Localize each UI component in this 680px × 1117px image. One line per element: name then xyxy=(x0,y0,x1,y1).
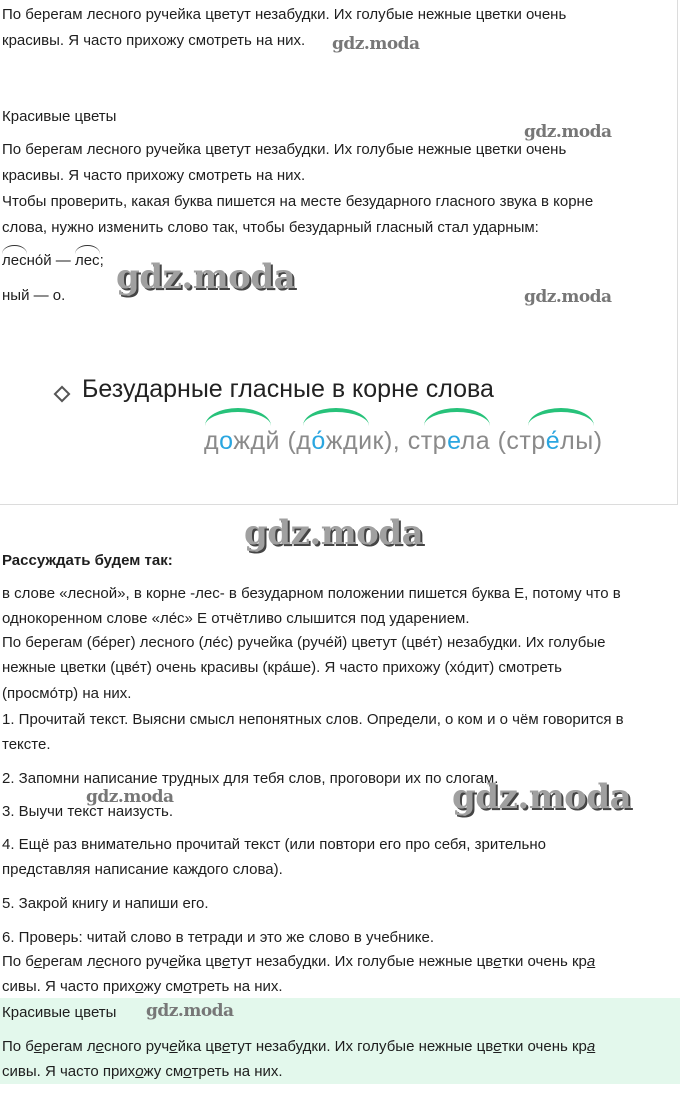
reasoning-line-3: По берегам (бе́рег) лесного (ле́с) ручейка (руче́й) цветут (цве́т) незабудки. Их голубые xyxy=(2,634,606,651)
reasoning-line-5: (просмо́тр) на них. xyxy=(2,685,132,702)
root-mark: лес xyxy=(75,248,100,274)
watermark: gdz.moda xyxy=(524,287,612,307)
step-3: 3. Выучи текст наизусть. xyxy=(2,803,174,820)
reasoning-label: Рассуждать будем так: xyxy=(2,552,173,569)
rule-example: лесно́й — лес; xyxy=(2,248,678,274)
watermark: gdz.moda xyxy=(332,34,420,54)
rule-line-1: Чтобы проверить, какая буква пишется на месте безударного гласного звука в корне xyxy=(2,193,594,210)
final-title: Красивые цветы xyxy=(2,1004,117,1021)
section-text-1: По берегам лесного ручейка цветут незабудки. Их голубые нежные цветки очень xyxy=(2,141,567,158)
watermark: gdz.moda xyxy=(244,513,424,553)
root-mark: лес xyxy=(2,248,27,274)
step-1b: тексте. xyxy=(2,736,51,753)
card-examples: дождй (до́ждик), стрела (стре́лы) xyxy=(204,427,603,455)
stress-arc xyxy=(424,408,490,426)
final-line-1: По берегам лесного ручейка цветут незабудки. Их голубые нежные цветки очень кра xyxy=(2,953,596,970)
reasoning-line-4: нежные цветки (цве́т) очень красивы (кра́ше). Я часто прихожу (хо́дит) смотреть xyxy=(2,659,562,676)
rule-card xyxy=(0,330,680,505)
stress-arc xyxy=(528,408,594,426)
watermark: gdz.moda xyxy=(86,787,174,807)
card-title: Безударные гласные в корне слова xyxy=(82,375,494,403)
rule-line-2: слова, нужно изменить слово так, чтобы безударный гласный стал ударным: xyxy=(2,219,539,236)
step-4b: представляя написание каждого слова). xyxy=(2,861,283,878)
section-text-2: красивы. Я часто прихожу смотреть на них. xyxy=(2,167,306,184)
step-6: 6. Проверь: читай слово в тетради и это же слово в учебнике. xyxy=(2,929,434,946)
final-line-2: сивы. Я часто прихожу смотреть на них. xyxy=(2,978,283,995)
watermark: gdz.moda xyxy=(524,122,612,142)
stress-arc xyxy=(205,408,271,426)
rule-partial: ный — о. xyxy=(2,287,66,304)
step-4a: 4. Ещё раз внимательно прочитай текст (или повтори его про себя, зрительно xyxy=(2,836,546,853)
reasoning-line-2: однокоренном слове «ле́с» Е отчётливо слышится под ударением. xyxy=(2,610,470,627)
step-2: 2. Запомни написание трудных для тебя слов, проговори их по слогам. xyxy=(2,770,499,787)
watermark: gdz.moda xyxy=(452,777,632,817)
answer-line-1: По берегам лесного ручейка цветут незабудки. Их голубые нежные цветки очень кра xyxy=(2,1038,596,1055)
step-1a: 1. Прочитай текст. Выясни смысл непонятных слов. Определи, о ком и о чём говорится в xyxy=(2,711,624,728)
watermark: gdz.moda xyxy=(116,257,296,297)
stress-arc xyxy=(303,408,369,426)
diamond-icon xyxy=(54,386,71,403)
intro-line-2: красивы. Я часто прихожу смотреть на них. xyxy=(2,32,306,49)
watermark: gdz.moda xyxy=(146,1001,234,1021)
intro-line-1: По берегам лесного ручейка цветут незабудки. Их голубые нежные цветки очень xyxy=(2,6,567,23)
reasoning-line-1: в слове «лесной», в корне -лес- в безударном положении пишется буква Е, потому что в xyxy=(2,585,621,602)
section-title: Красивые цветы xyxy=(2,108,117,125)
answer-line-2: сивы. Я часто прихожу смотреть на них. xyxy=(2,1063,283,1080)
step-5: 5. Закрой книгу и напиши его. xyxy=(2,895,209,912)
